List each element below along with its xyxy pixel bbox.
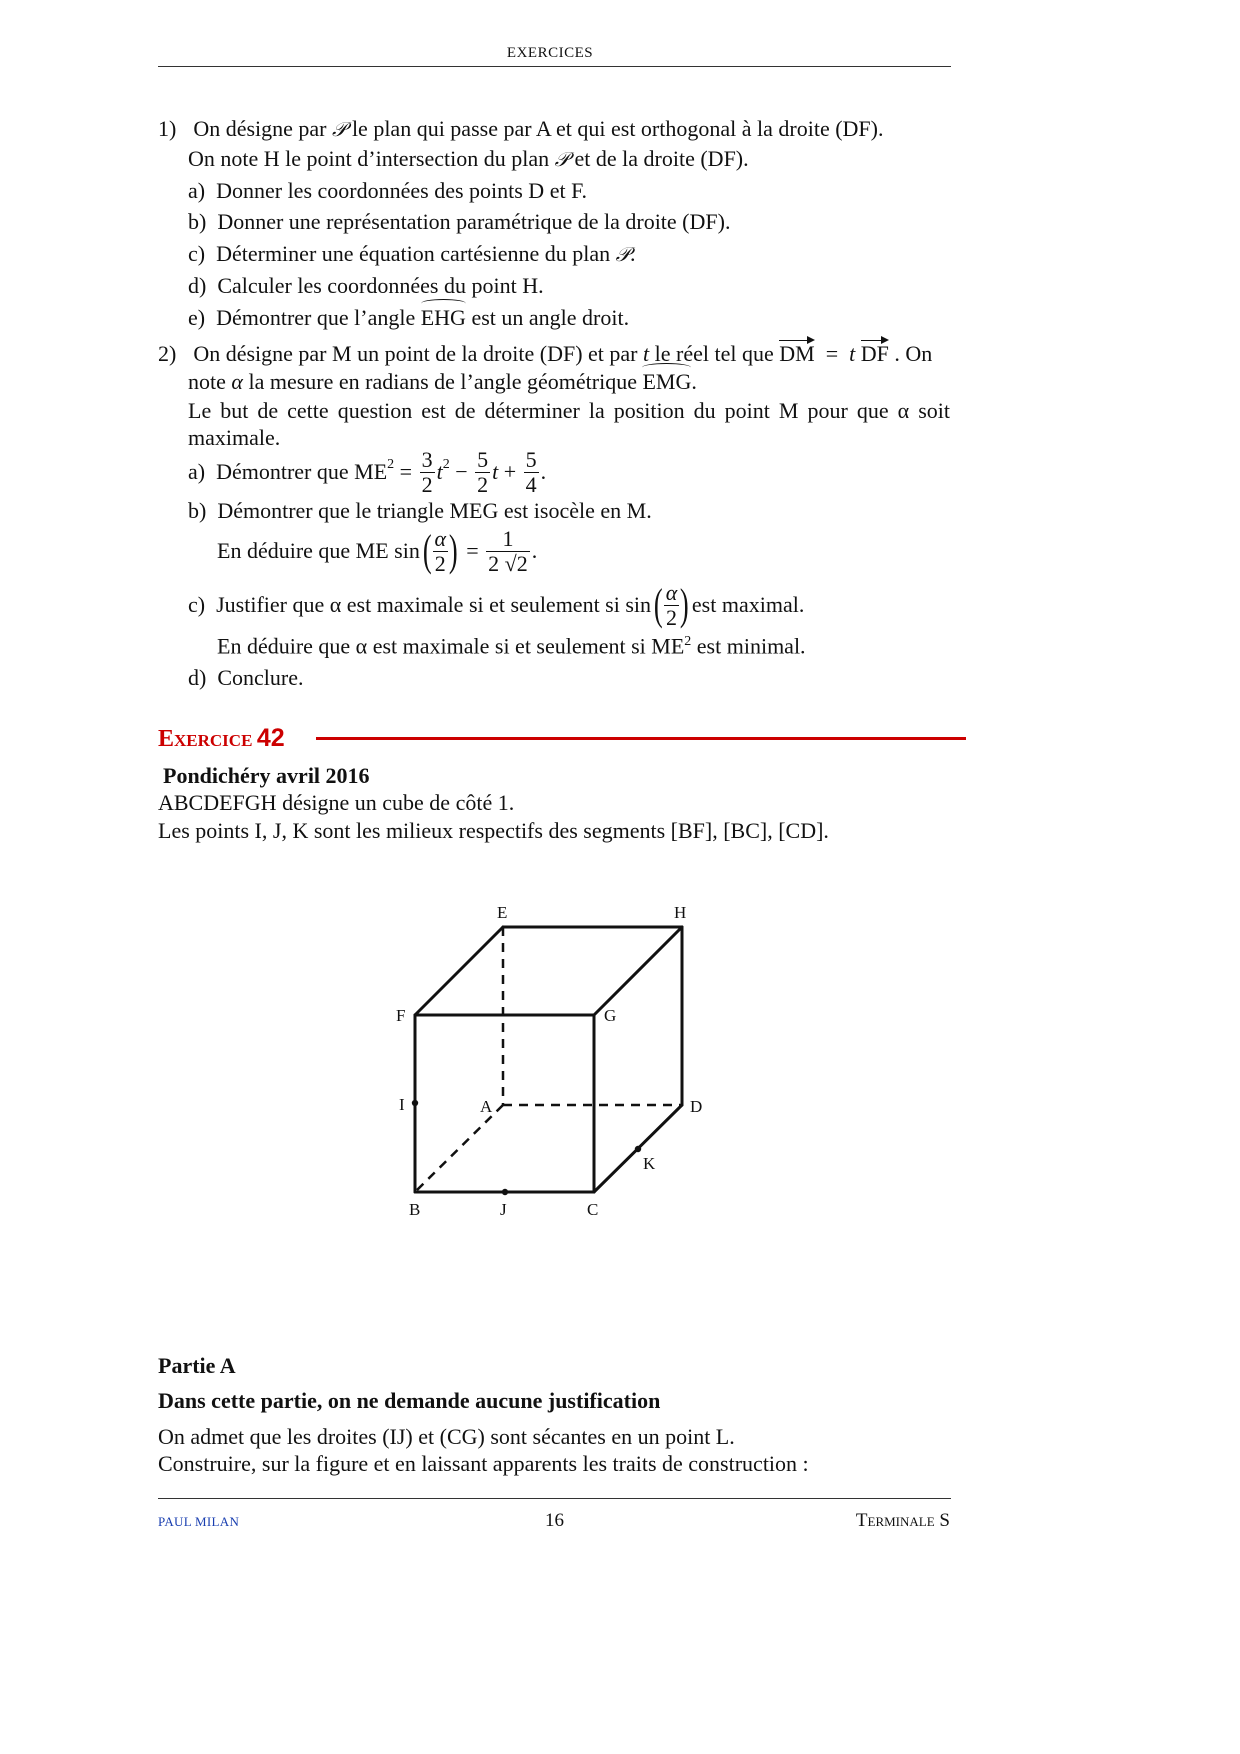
- partA-subtitle: Dans cette partie, on ne demande aucune justification: [158, 1388, 661, 1413]
- fraction: $\frac{\alpha}{2}$: [434, 526, 447, 576]
- fraction: $\frac{5}{2}$: [477, 447, 489, 497]
- q2-item-b: b) Démontrer que le triangle MEG est isocèle en M.: [188, 498, 652, 523]
- q1-number: 1): [158, 116, 177, 141]
- q2-item-a: a) Démontrer que ME $^2$ = $\frac{3}{2}$ t $^2$ − $\frac{5}{2}$ t + $\frac{5}{4}$ .: [188, 447, 547, 497]
- label-h: H: [674, 903, 687, 922]
- angle-ehg: EHG: [420, 305, 466, 330]
- exercise-line1: ABCDEFGH désigne un cube de côté 1.: [158, 790, 515, 815]
- partA-line1: On admet que les droites (IJ) et (CG) sont sécantes en un point L.: [158, 1424, 735, 1449]
- footer-author: PAUL MILAN: [158, 1514, 240, 1529]
- point-i: [412, 1100, 418, 1106]
- hidden-edge-ab: [415, 1105, 503, 1192]
- partA-title: Partie A: [158, 1353, 236, 1378]
- q2-item-c-line2: En déduire que α est maximale si et seulement si $ME^2$ est minimal.: [217, 633, 806, 659]
- q1-item-a: a) Donner les coordonnées des points D et F.: [188, 178, 588, 203]
- q2-line1: 2) On désigne par M un point de la droite (DF) et par t le réel tel que DM = t DF . On: [158, 341, 933, 366]
- fraction: $\frac{3}{2}$: [421, 447, 433, 497]
- q1-item-b: b) Donner une représentation paramétrique de la droite (DF).: [188, 209, 731, 234]
- fraction: $\frac{\alpha}{2}$: [665, 580, 678, 630]
- label-b: B: [409, 1200, 421, 1219]
- q1-item-d: d) Calculer les coordonnées du point H.: [188, 273, 544, 298]
- plan-symbol: 𝒫: [332, 117, 347, 141]
- fraction: $\frac{5}{4}$: [525, 447, 537, 497]
- angle-emg: EMG: [642, 369, 692, 394]
- label-j: J: [500, 1200, 507, 1219]
- q2-item-c: c) Justifier que α est maximale si et seulement si sin ( $\frac{\alpha}{2}$ ) est maximal.: [188, 580, 805, 630]
- page-header: EXERCICES: [506, 45, 594, 61]
- exercise-rule: [316, 737, 966, 740]
- label-i: I: [399, 1095, 405, 1114]
- plan-symbol: 𝒫: [554, 147, 570, 171]
- plan-symbol: 𝒫: [615, 242, 631, 266]
- edge-hg: [594, 927, 682, 1015]
- label-k: K: [643, 1154, 656, 1173]
- footer-class: Terminale S: [855, 1510, 950, 1531]
- q2-number: 2): [158, 341, 177, 366]
- q2-item-b-line2: En déduire que ME sin ( $\frac{\alpha}{2}$ ) = $\frac{1}{2 √2}$ .: [217, 526, 538, 576]
- vector-df: DF: [860, 341, 889, 366]
- q1-line2: On note H le point d’intersection du plan 𝒫 et de la droite (DF).: [188, 146, 749, 171]
- exercise-title: Exercice 42: [158, 724, 285, 752]
- cube-figure: [380, 895, 740, 1225]
- q2-line4: maximale.: [188, 425, 281, 450]
- label-a: A: [480, 1097, 493, 1116]
- point-k: [635, 1146, 641, 1152]
- footer-rule: [158, 1498, 951, 1499]
- label-e: E: [497, 903, 508, 922]
- q2-line3: Le but de cette question est de déterminer la position du point M pour que α soit: [188, 398, 950, 423]
- fraction: $\frac{1}{2 √2}$: [488, 526, 528, 576]
- label-c: C: [587, 1200, 599, 1219]
- exercise-line2: Les points I, J, K sont les milieux respectifs des segments [BF], [BC], [CD].: [158, 818, 829, 843]
- vector-dm: DM: [779, 341, 815, 366]
- partA-line2: Construire, sur la figure et en laissant apparents les traits de construction :: [158, 1451, 809, 1476]
- q1-item-c: c) Déterminer une équation cartésienne du plan 𝒫.: [188, 241, 636, 266]
- q1-line1: 1) On désigne par 𝒫 le plan qui passe par A et qui est orthogonal à la droite (DF).: [158, 116, 884, 141]
- edge-fe: [415, 927, 503, 1015]
- point-j: [502, 1189, 508, 1195]
- exercise-source: Pondichéry avril 2016: [163, 763, 370, 788]
- q2-item-d: d) Conclure.: [188, 665, 304, 690]
- q1-item-e: e) Démontrer que l’angle EHG est un angle droit.: [188, 305, 630, 330]
- label-f: F: [396, 1006, 406, 1025]
- q2-line2: note α la mesure en radians de l’angle géométrique EMG.: [188, 369, 697, 394]
- label-g: G: [604, 1006, 617, 1025]
- footer-page: 16: [545, 1510, 564, 1531]
- header-rule: [158, 66, 951, 67]
- label-d: D: [690, 1097, 703, 1116]
